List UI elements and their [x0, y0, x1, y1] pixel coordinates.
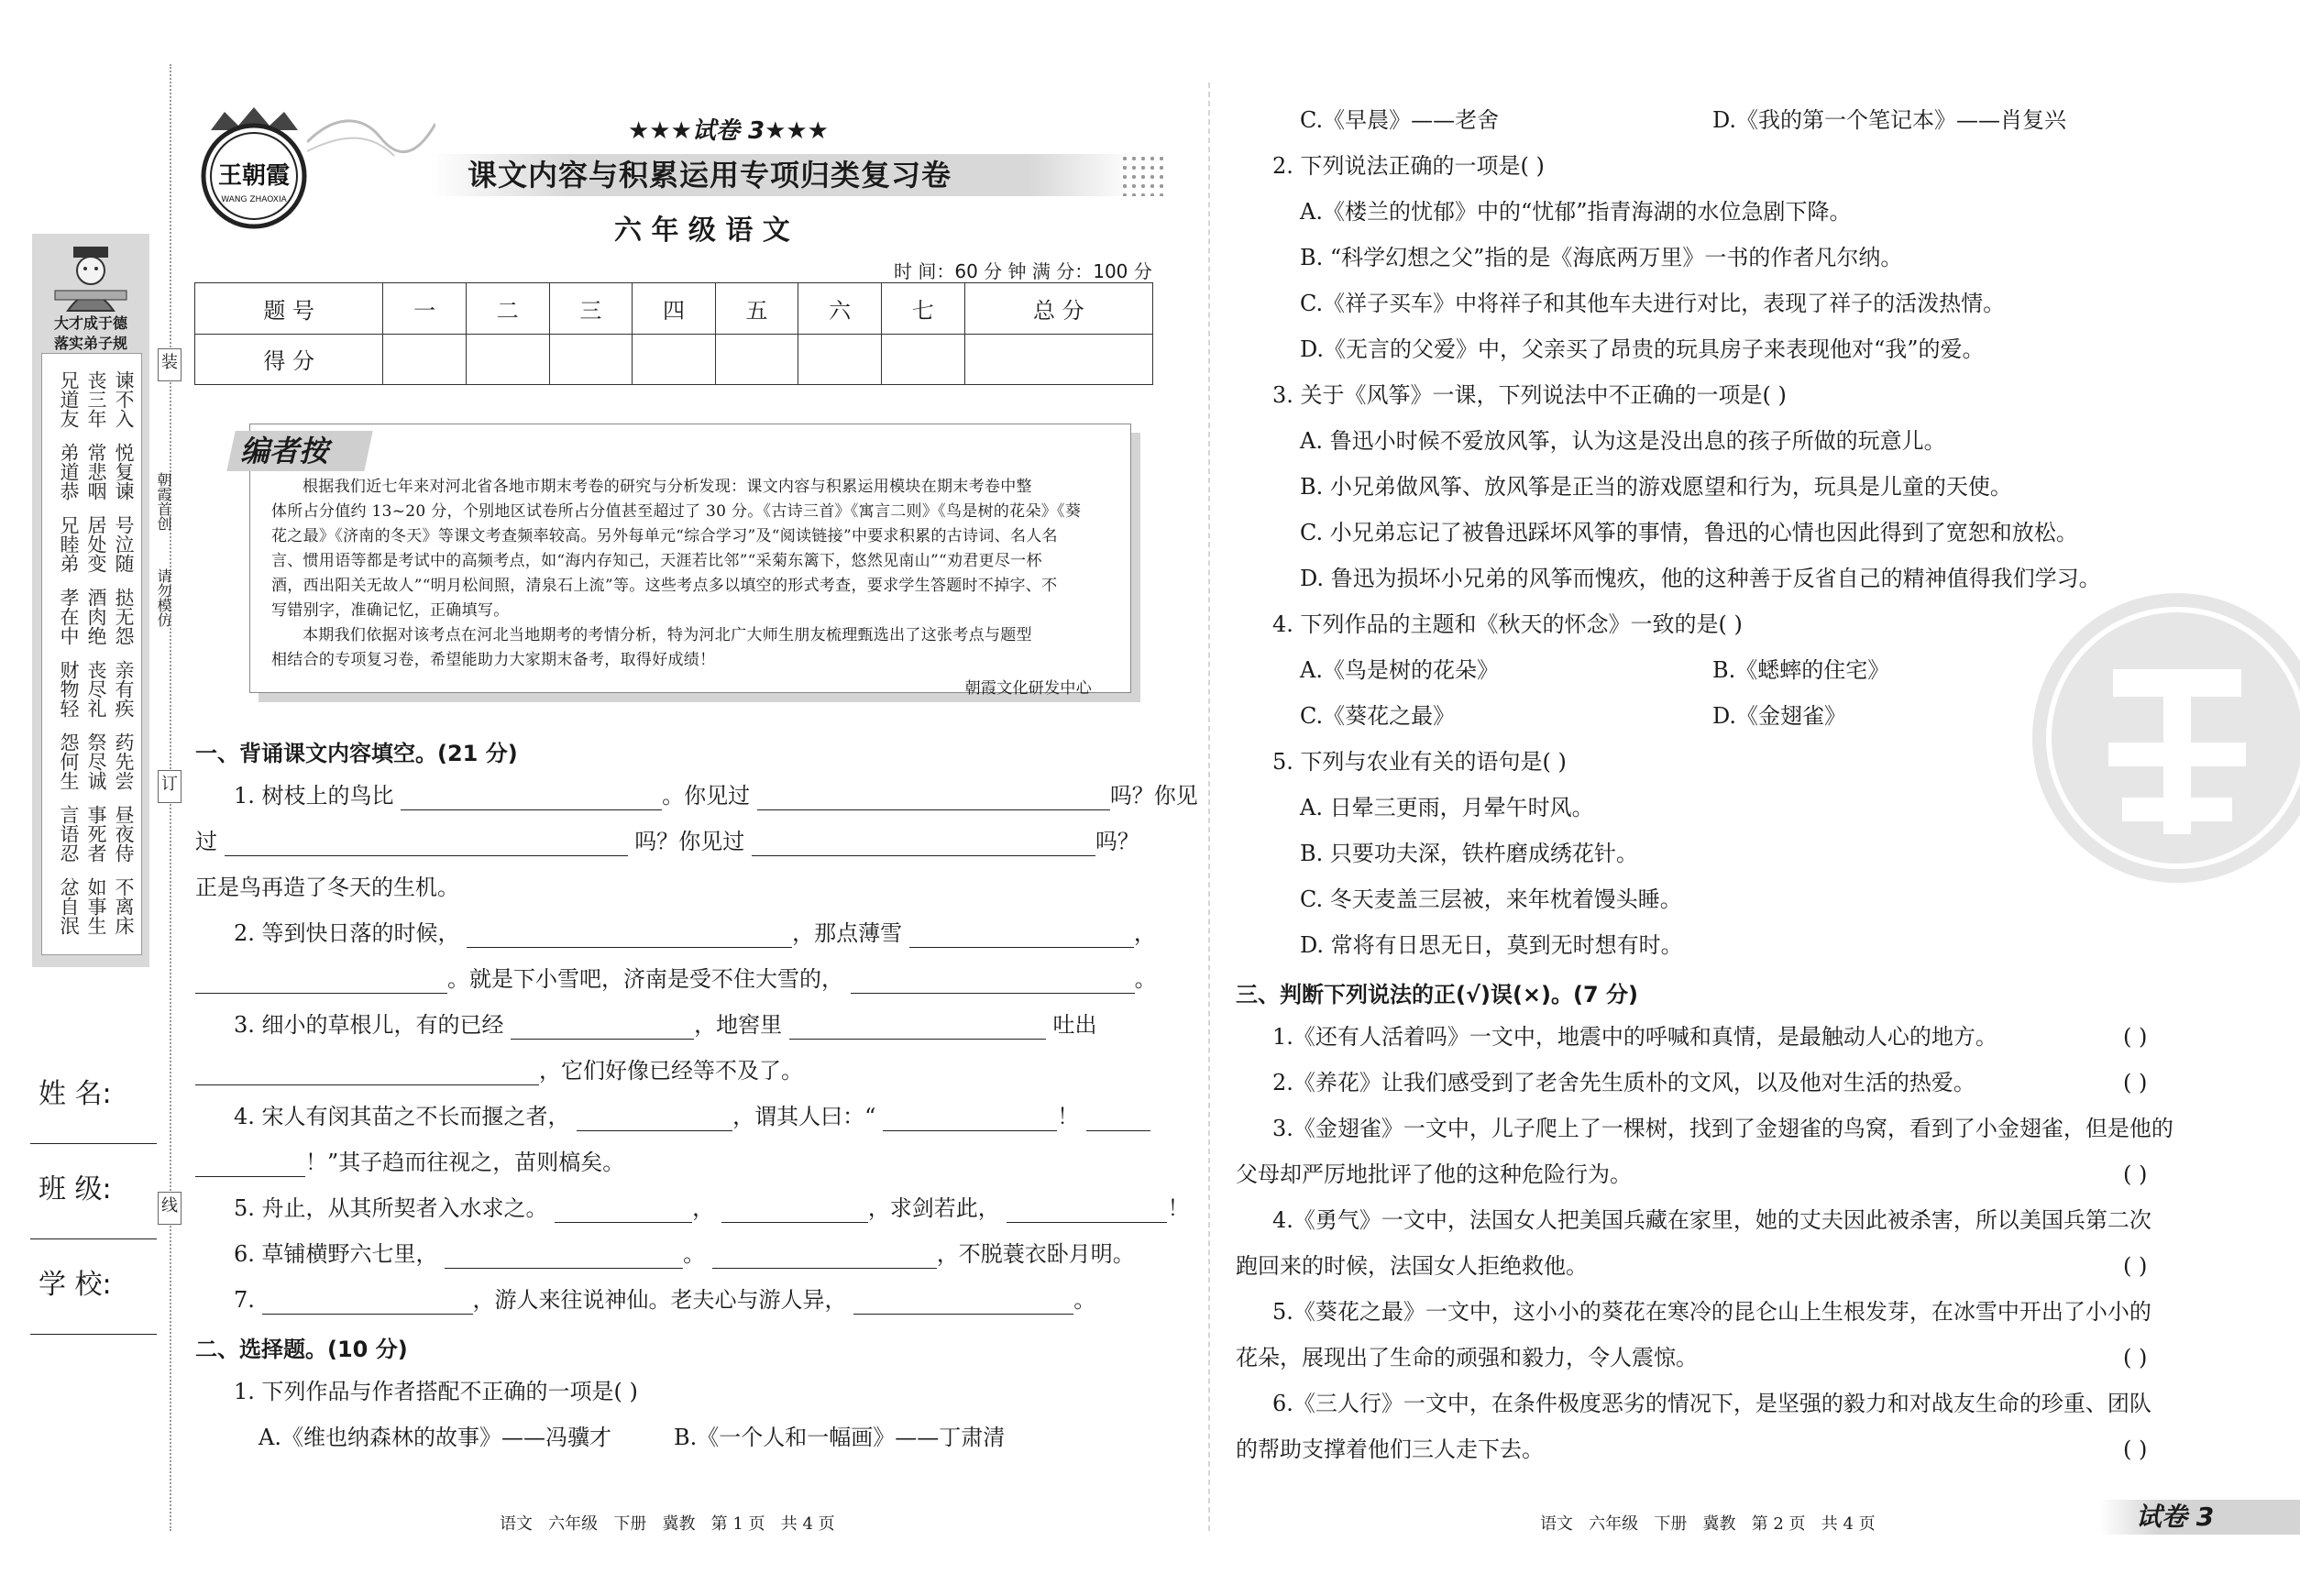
- s2-q1-option-a[interactable]: A.《维也纳森林的故事》——冯骥才: [259, 1425, 611, 1450]
- section3-title: 三、判断下列说法的正(√)误(×)。(7 分): [1236, 982, 1638, 1007]
- name-field[interactable]: [30, 1141, 157, 1144]
- score-header-row: [195, 283, 1153, 335]
- motto-text: 挞无怨: [113, 588, 135, 645]
- q2-line1: [234, 919, 1156, 948]
- score-cell[interactable]: [715, 334, 798, 385]
- answer-paren[interactable]: ( ): [2123, 1024, 2148, 1050]
- q5-text: ，: [692, 1195, 715, 1221]
- motto-text: 酒肉绝: [85, 588, 107, 645]
- q2-blank[interactable]: [195, 969, 447, 994]
- s2-q1-option-d[interactable]: D.《我的第一个笔记本》——肖复兴: [1712, 107, 2067, 133]
- q7-blank[interactable]: [262, 1290, 473, 1315]
- side-vertical-text: 朝霞首创: [155, 472, 172, 531]
- motto-text: 弟道恭: [58, 443, 80, 501]
- motto-text: 财物轻: [58, 660, 80, 718]
- score-column-header: 三: [549, 283, 633, 335]
- q4-blank[interactable]: [883, 1106, 1057, 1131]
- side-vertical-text: 请勿模仿: [155, 568, 172, 627]
- answer-paren[interactable]: ( ): [2123, 1436, 2148, 1462]
- judge-item-text: 的帮助支撑着他们三人走下去。: [1236, 1436, 1544, 1462]
- page-subtitle: 六 年 级 语 文: [614, 215, 790, 247]
- score-column-header: 一: [383, 283, 467, 335]
- motto-text: 孝在中: [58, 588, 80, 645]
- note-body: [271, 475, 1119, 701]
- motto-text: 亲有疾: [113, 660, 135, 718]
- q4-line1: [234, 1102, 1150, 1131]
- score-column-header: 七: [881, 283, 964, 335]
- motto-text: 悦复谏: [113, 443, 135, 501]
- q4-text: ！”其子趋而往视之，苗则槁矣。: [305, 1150, 625, 1175]
- note-line: 本期我们依据对该考点在河北当地期考的考情分析，特为河北广大师生朋友梳理甄选出了这张考点与题型: [303, 626, 1032, 644]
- s2-q2-option-c[interactable]: C.《祥子买车》中将祥子和其他车夫进行对比，表现了祥子的活泼热情。: [1300, 291, 2006, 316]
- motto-text: 丧三年: [85, 370, 107, 428]
- q1-blank[interactable]: [757, 786, 1110, 810]
- note-line: 相结合的专项复习卷，希望能助力大家期末备考，取得好成绩！: [271, 651, 716, 669]
- s2-q5-option-a[interactable]: A. 日晕三更雨，月晕午时风。: [1300, 795, 1594, 820]
- s2-q3-option-c[interactable]: C. 小兄弟忘记了被鲁迅踩坏风筝的事情，鲁迅的心情也因此得到了宽恕和放松。: [1300, 520, 2078, 545]
- school-label: 学 校:: [39, 1269, 112, 1301]
- motto-text: 号泣随: [113, 515, 135, 573]
- q1-blank[interactable]: [225, 831, 628, 856]
- answer-paren[interactable]: ( ): [2123, 1070, 2148, 1095]
- motto-text: 如事生: [85, 877, 107, 935]
- motto-text: 谏不入: [113, 370, 135, 428]
- motto-text: 忿自泯: [58, 877, 80, 935]
- score-column-header: 四: [633, 283, 716, 335]
- s2-q1-option-b[interactable]: B.《一个人和一幅画》——丁肃清: [674, 1425, 1006, 1450]
- q3-blank[interactable]: [511, 1015, 694, 1040]
- motto-text: 不离床: [113, 877, 135, 935]
- q2-text: ，: [1133, 920, 1156, 946]
- s2-q4-option-b[interactable]: B.《蟋蟀的住宅》: [1712, 657, 1890, 683]
- score-column-header: 五: [715, 283, 798, 335]
- q2-blank[interactable]: [467, 923, 792, 948]
- judge-item-text: 4.《勇气》一文中，法国女人把美国兵藏在家里，她的丈夫因此被杀害，所以美国兵第二次: [1272, 1207, 2151, 1233]
- q2-blank[interactable]: [851, 969, 1135, 994]
- s2-q4-option-d[interactable]: D.《金翅雀》: [1712, 703, 1847, 729]
- q1-text: 吗？你见: [1109, 783, 1198, 809]
- school-field[interactable]: [30, 1332, 157, 1335]
- q1-text: 1. 树枝上的鸟比: [234, 783, 394, 809]
- q6-text: 6. 草铺横野六七里，: [234, 1241, 438, 1267]
- motto-text: 药先尝: [113, 732, 135, 790]
- s2-q5-option-b[interactable]: B. 只要功夫深，铁杵磨成绣花针。: [1300, 841, 1638, 866]
- s2-q3-stem: 3. 关于《风筝》一课，下列说法中不正确的一项是( ): [1272, 382, 1787, 408]
- q1-line1: [234, 781, 1198, 810]
- q4-text: ，谓其人曰：“: [732, 1104, 876, 1129]
- time-score: 时 间：60 分 钟 满 分：100 分: [894, 260, 1152, 282]
- s2-q5-option-d[interactable]: D. 常将有日思无日，莫到无时想有时。: [1300, 932, 1683, 958]
- judge-item-text: 1.《还有人活着吗》一文中，地震中的呼喊和真情，是最触动人心的地方。: [1272, 1024, 1997, 1050]
- score-row-label: 得 分: [195, 334, 383, 385]
- q3-line2: [195, 1056, 803, 1085]
- q4-text: 4. 宋人有闵其苗之不长而揠之者，: [234, 1104, 570, 1129]
- judge-item-text: 3.《金翅雀》一文中，儿子爬上了一棵树，找到了金翅雀的鸟窝，看到了小金翅雀，但是他的: [1272, 1116, 2173, 1141]
- note-line: 根据我们近七年来对河北省各地市期末考卷的研究与分析发现：课文内容与积累运用模块在期末考卷中整: [303, 478, 1032, 496]
- q7-line: [234, 1285, 1095, 1315]
- q7-text: 。: [1073, 1287, 1096, 1313]
- watermark-seal-icon: [2026, 587, 2300, 889]
- motto-text: 丧尽礼: [85, 660, 107, 718]
- q3-text: 吐出: [1052, 1012, 1097, 1038]
- judge-item-text: 父母却严厉地批评了他的这种危险行为。: [1236, 1161, 1632, 1187]
- name-label: 姓 名:: [39, 1078, 112, 1110]
- q3-blank[interactable]: [789, 1015, 1046, 1040]
- judge-item-text: 花朵，展现出了生命的顽强和毅力，令人震惊。: [1236, 1345, 1698, 1370]
- note-line: 体所占分值约 13~20 分，个别地区试卷所占分值甚至超过了 30 分。《古诗三首》《寓言二则》《鸟是树的花朵》《葵: [271, 502, 1082, 521]
- s2-q4-option-c[interactable]: C.《葵花之最》: [1300, 703, 1456, 729]
- s2-q2-option-b[interactable]: B. “科学幻想之父”指的是《海底两万里》一书的作者凡尔纳。: [1300, 245, 1903, 270]
- scholar-figure-icon: [48, 243, 135, 312]
- q3-text: ，地窖里: [694, 1012, 783, 1038]
- answer-paren[interactable]: ( ): [2123, 1345, 2148, 1370]
- page-divider: [1208, 83, 1210, 1531]
- q2-text: 。就是下小雪吧，济南是受不住大雪的，: [447, 966, 843, 992]
- q2-text: ，那点薄雪: [792, 920, 903, 946]
- q5-blank[interactable]: [1007, 1198, 1167, 1223]
- q4-blank[interactable]: [577, 1106, 732, 1131]
- paper-label: ★★★试卷 3★★★: [628, 117, 829, 145]
- motto-text: 祭尽诚: [85, 732, 107, 790]
- answer-paren[interactable]: ( ): [2123, 1253, 2148, 1279]
- score-value-row: [195, 334, 1153, 385]
- section2-title: 二、选择题。(10 分): [195, 1337, 408, 1362]
- s2-q3-option-b[interactable]: B. 小兄弟做风筝、放风筝是正当的游戏愿望和行为，玩具是儿童的天使。: [1300, 474, 2012, 500]
- note-line: 言、惯用语等都是考试中的高频考点，如“海内存知己，天涯若比邻”“采菊东篱下，悠然见南山”“劝君更尽一杯: [271, 552, 1042, 570]
- motto-title-line: 大才成于德: [53, 314, 127, 332]
- q4-line2: [195, 1148, 624, 1177]
- q5-text: ，求剑若此，: [867, 1195, 1000, 1221]
- q5-text: ！: [1167, 1195, 1190, 1221]
- q5-text: 5. 舟止，从其所契者入水求之。: [234, 1195, 548, 1221]
- q3-line1: [234, 1010, 1096, 1040]
- s2-q1-stem: 1. 下列作品与作者搭配不正确的一项是( ): [234, 1379, 638, 1404]
- q1-text: 过: [195, 829, 217, 854]
- score-column-header: 总 分: [964, 283, 1152, 335]
- score-cell[interactable]: [633, 334, 716, 385]
- s2-q4-stem: 4. 下列作品的主题和《秋天的怀念》一致的是( ): [1272, 611, 1743, 637]
- q6-line: [234, 1239, 1135, 1269]
- q3-text: 3. 细小的草根儿，有的已经: [234, 1012, 504, 1038]
- q4-text: ！: [1057, 1104, 1080, 1129]
- q3-blank[interactable]: [195, 1061, 539, 1085]
- q6-text: 。: [683, 1241, 706, 1267]
- score-cell[interactable]: [466, 334, 549, 385]
- svg-text:王朝霞: 王朝霞: [217, 162, 291, 190]
- motto-text: 昼夜侍: [113, 805, 135, 863]
- q5-line: [234, 1194, 1189, 1223]
- paper-tag: 试卷 3: [2136, 1502, 2215, 1532]
- q5-blank[interactable]: [555, 1198, 692, 1223]
- s2-q4-option-a[interactable]: A.《鸟是树的花朵》: [1300, 657, 1499, 683]
- q5-blank[interactable]: [721, 1198, 868, 1223]
- s2-q2-option-a[interactable]: A.《楼兰的忧郁》中的“忧郁”指青海湖的水位急剧下降。: [1300, 199, 1852, 225]
- motto-text: 居处变: [85, 515, 107, 573]
- judge-item-text: 2.《养花》让我们感受到了老舍先生质朴的文风，以及他对生活的热爱。: [1272, 1070, 1975, 1095]
- q1-line3: 正是鸟再造了冬天的生机。: [195, 875, 459, 900]
- s2-q1-option-c[interactable]: C.《早晨》——老舍: [1300, 107, 1500, 133]
- q1-blank[interactable]: [752, 831, 1095, 856]
- footer-left: 语文 六年级 下册 冀教 第 1 页 共 4 页: [500, 1514, 835, 1534]
- q7-blank[interactable]: [853, 1290, 1073, 1315]
- class-label: 班 级:: [39, 1173, 112, 1205]
- class-field[interactable]: [30, 1237, 157, 1239]
- score-column-header: 二: [466, 283, 549, 335]
- s2-q2-option-d[interactable]: D.《无言的父爱》中，父亲买了昂贵的玩具房子来表现他对“我”的爱。: [1300, 336, 1985, 362]
- binding-mark: 订: [158, 770, 182, 803]
- note-line: 写错别字，准确记忆，正确填写。: [271, 601, 510, 620]
- binding-mark: 线: [158, 1192, 182, 1225]
- s2-q3-option-d[interactable]: D. 鲁迅为损坏小兄弟的风筝而愧疚，他的这种善于反省自己的精神值得我们学习。: [1300, 566, 2101, 591]
- q3-text: ，它们好像已经等不及了。: [539, 1058, 803, 1084]
- s2-q5-stem: 5. 下列与农业有关的语句是( ): [1272, 749, 1567, 775]
- motto-text: 言语忍: [58, 805, 80, 863]
- q6-text: ，不脱蓑衣卧月明。: [936, 1241, 1135, 1267]
- side-vertical-note: [154, 472, 172, 531]
- score-row-label: 题 号: [195, 283, 383, 335]
- q2-text: 。: [1134, 966, 1157, 992]
- s2-q3-option-a[interactable]: A. 鲁迅小时候不爱放风筝，认为这是没出息的孩子所做的玩意儿。: [1300, 428, 1946, 454]
- motto-text: 兄睦弟: [58, 515, 80, 573]
- score-cell[interactable]: [549, 334, 633, 385]
- score-cell[interactable]: [383, 334, 467, 385]
- motto-text: 常悲咽: [85, 443, 107, 501]
- answer-paren[interactable]: ( ): [2123, 1161, 2148, 1187]
- brand-logo-icon: [193, 103, 316, 231]
- score-column-header: 六: [798, 283, 882, 335]
- dot-pattern: [1120, 154, 1166, 196]
- motto-text: 兄道友: [58, 370, 80, 428]
- judge-item-text: 跑回来的时候，法国女人拒绝救他。: [1236, 1253, 1588, 1279]
- footer-right: 语文 六年级 下册 冀教 第 2 页 共 4 页: [1540, 1514, 1876, 1534]
- q2-line2: [195, 964, 1157, 994]
- q4-blank[interactable]: [195, 1152, 305, 1177]
- q4-blank[interactable]: [1086, 1106, 1150, 1131]
- score-cell[interactable]: [881, 334, 964, 385]
- score-cell[interactable]: [964, 334, 1152, 385]
- q1-text: 吗？: [1095, 829, 1139, 854]
- note-line: 酒，西出阳关无故人”“明月松间照，清泉石上流”等。这些考点多以填空的形式考查，要求学生答题时不掉字、不: [271, 577, 1058, 595]
- section1-title: 一、背诵课文内容填空。(21 分): [195, 741, 518, 766]
- q2-blank[interactable]: [909, 923, 1134, 948]
- q6-blank[interactable]: [712, 1244, 937, 1269]
- q1-text: 吗？你见过: [634, 829, 745, 854]
- side-vertical-note: [154, 568, 172, 627]
- judge-item-text: 6.《三人行》一文中，在条件极度恶劣的情况下，是坚强的毅力和对战友生命的珍重、团队: [1272, 1391, 2151, 1416]
- motto-title: [37, 314, 145, 354]
- s2-q2-stem: 2. 下列说法正确的一项是( ): [1272, 153, 1545, 179]
- q2-text: 2. 等到快日落的时候，: [234, 920, 460, 946]
- q7-text: 7.: [234, 1287, 255, 1313]
- motto-title-line: 落实弟子规: [53, 335, 127, 352]
- note-signature: 朝霞文化研发中心: [964, 679, 1092, 698]
- q7-text: ，游人来往说神仙。老夫心与游人异，: [472, 1287, 847, 1313]
- score-table: [194, 282, 1153, 385]
- judge-item-text: 5.《葵花之最》一文中，这小小的葵花在寒冷的昆仑山上生根发芽，在冰雪中开出了小小的: [1272, 1299, 2151, 1325]
- motto-text: 事死者: [85, 805, 107, 863]
- page-title: 课文内容与积累运用专项归类复习卷: [468, 158, 952, 193]
- score-cell[interactable]: [798, 334, 882, 385]
- note-line: 花之最》《济南的冬天》等课文考查频率较高。另外每单元“综合学习”及“阅读链接”中要求积累的古诗词、名人名: [271, 527, 1058, 545]
- q1-text: 。你见过: [662, 783, 751, 809]
- s2-q5-option-c[interactable]: C. 冬天麦盖三层被，来年枕着馒头睡。: [1300, 886, 1682, 912]
- ribbon-decoration-icon: [307, 105, 435, 179]
- q6-blank[interactable]: [445, 1244, 683, 1269]
- motto-box: [41, 353, 142, 955]
- svg-text:WANG ZHAOXIA: WANG ZHAOXIA: [221, 195, 287, 204]
- q1-blank[interactable]: [401, 786, 662, 810]
- q1-line2: [195, 827, 1139, 856]
- note-heading: 编者按: [240, 434, 329, 468]
- binding-mark: 装: [158, 348, 182, 381]
- motto-text: 怨何生: [58, 732, 80, 790]
